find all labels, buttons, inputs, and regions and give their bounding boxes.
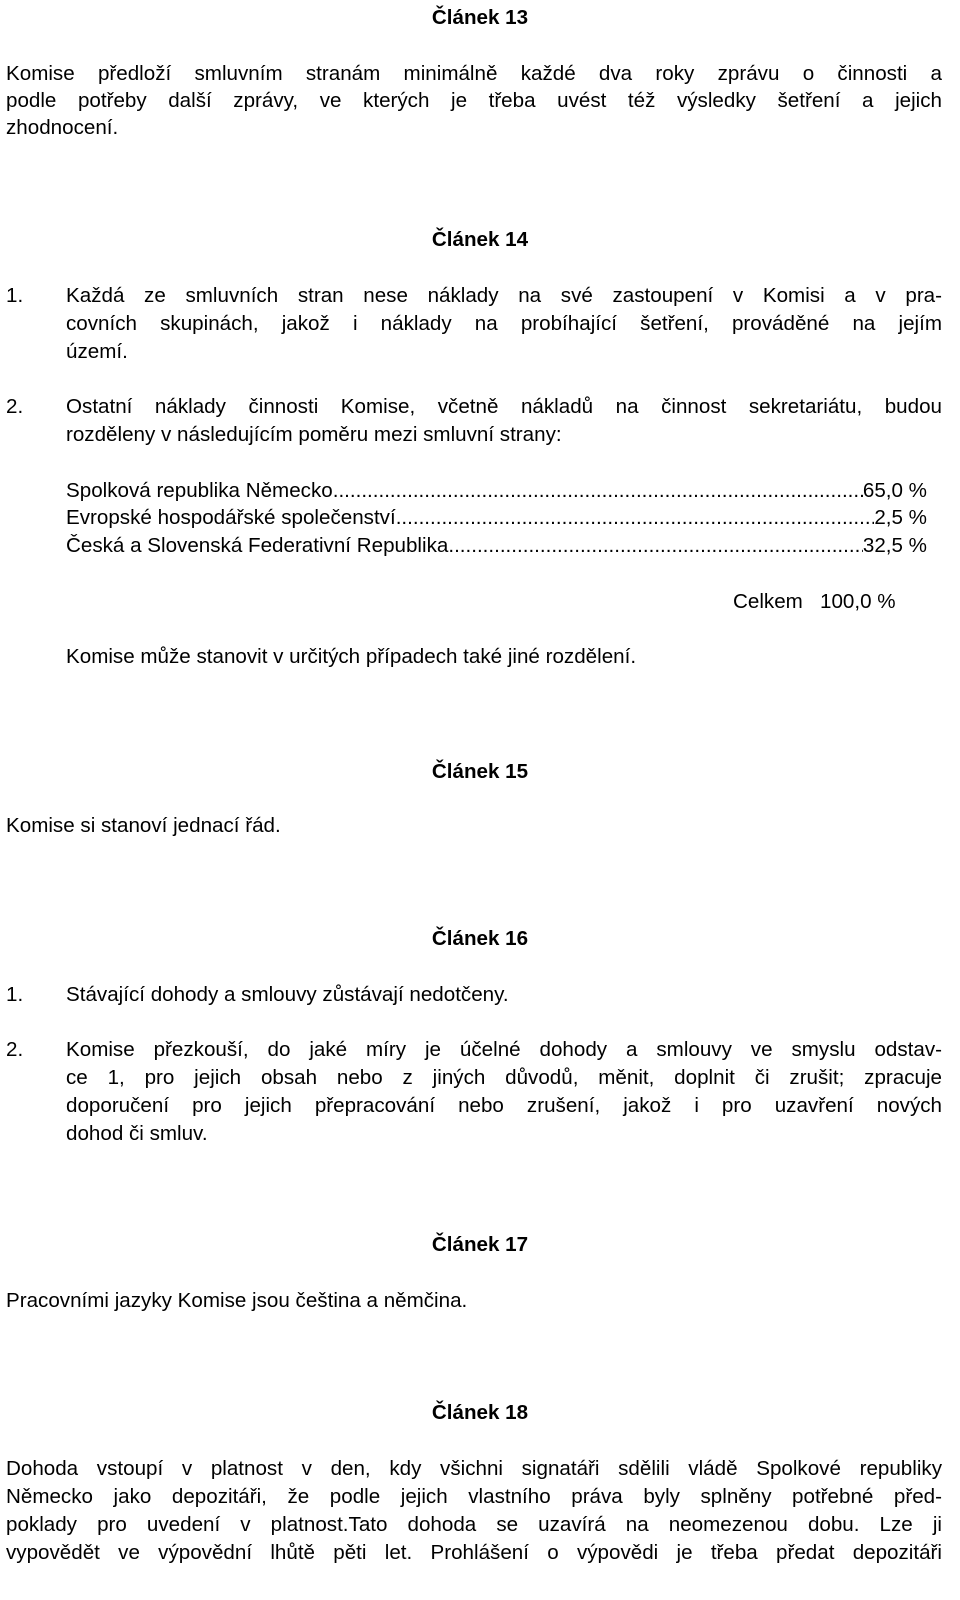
share-value: 32,5 % bbox=[862, 534, 927, 557]
article-14-note: Komise může stanovit v určitých případech také jiné rozdělení. bbox=[66, 645, 637, 668]
article-14-heading: Článek 14 bbox=[431, 228, 529, 251]
article-16-p2-line-1: Komise přezkouší, do jaké míry je účelné dohody a smlouvy ve smyslu odstav- bbox=[66, 1038, 942, 1061]
article-16-p2-number: 2. bbox=[6, 1038, 24, 1061]
article-16-p1-number: 1. bbox=[6, 983, 24, 1006]
article-16-heading: Článek 16 bbox=[431, 927, 529, 950]
article-17-heading: Článek 17 bbox=[431, 1233, 529, 1256]
share-value: 65,0 % bbox=[862, 479, 927, 502]
article-16-p2-line-3: doporučení pro jejich přepracování nebo zrušení, jakož i pro uzavření nových bbox=[66, 1094, 942, 1117]
article-18-line-2: Německo jako depozitáři, že podle jejich vlastního práva byly splněny potřebné před- bbox=[6, 1485, 942, 1508]
article-14-p2-line-1: Ostatní náklady činnosti Komise, včetně nákladů na činnost sekretariátu, budou bbox=[66, 395, 942, 418]
share-party: Evropské hospodářské společenství bbox=[66, 506, 396, 529]
article-13-line-1: Komise předloží smluvním stranám minimálně každé dva roky zprávu o činnosti a bbox=[6, 62, 942, 85]
article-13-line-3: zhodnocení. bbox=[6, 116, 119, 139]
article-13-heading: Článek 13 bbox=[431, 6, 529, 29]
total-row bbox=[733, 592, 896, 613]
article-16-p2-line-2: ce 1, pro jejich obsah nebo z jiných důvodů, měnit, doplnit či zrušit; zpracuje bbox=[66, 1066, 942, 1089]
article-14-p1-line-3: území. bbox=[66, 340, 128, 363]
leader-dots bbox=[333, 481, 863, 502]
article-14-p1-number: 1. bbox=[6, 284, 24, 307]
article-16-p1-text: Stávající dohody a smlouvy zůstávají nedotčeny. bbox=[66, 983, 509, 1006]
article-14-p1-line-1: Každá ze smluvních stran nese náklady na své zastoupení v Komisi a v pra- bbox=[66, 284, 942, 307]
article-14-p2-line-2: rozděleny v následujícím poměru mezi smluvní strany: bbox=[66, 423, 562, 446]
share-row-germany bbox=[66, 481, 927, 502]
share-row-eec bbox=[66, 508, 927, 529]
article-17-text: Pracovními jazyky Komise jsou čeština a němčina. bbox=[6, 1289, 468, 1312]
share-party: Česká a Slovenská Federativní Republika bbox=[66, 534, 449, 557]
total-label: Celkem bbox=[733, 590, 803, 613]
total-value: 100,0 % bbox=[819, 590, 896, 613]
share-value: 2,5 % bbox=[874, 506, 927, 529]
article-15-heading: Článek 15 bbox=[431, 760, 529, 783]
article-18-line-3: poklady pro uvedení v platnost.Tato dohoda se uzavírá na neomezenou dobu. Lze ji bbox=[6, 1513, 942, 1536]
article-15-text: Komise si stanoví jednací řád. bbox=[6, 814, 281, 837]
article-18-line-1: Dohoda vstoupí v platnost v den, kdy všichni signatáři sdělili vládě Spolkové republiky bbox=[6, 1457, 942, 1480]
article-14-p2-number: 2. bbox=[6, 395, 24, 418]
article-16-p2-line-4: dohod či smluv. bbox=[66, 1122, 208, 1145]
article-13-line-2: podle potřeby další zprávy, ve kterých je třeba uvést též výsledky šetření a jejich bbox=[6, 89, 942, 112]
leader-dots bbox=[448, 536, 863, 557]
share-row-csfr bbox=[66, 536, 927, 557]
share-party: Spolková republika Německo bbox=[66, 479, 333, 502]
article-18-line-4: vypovědět ve výpovědní lhůtě pěti let. Prohlášení o výpovědi je třeba předat depozitáři bbox=[6, 1541, 942, 1564]
leader-dots bbox=[396, 508, 875, 529]
article-14-p1-line-2: covních skupinách, jakož i náklady na probíhající šetření, prováděné na jejím bbox=[66, 312, 942, 335]
article-18-heading: Článek 18 bbox=[431, 1401, 529, 1424]
